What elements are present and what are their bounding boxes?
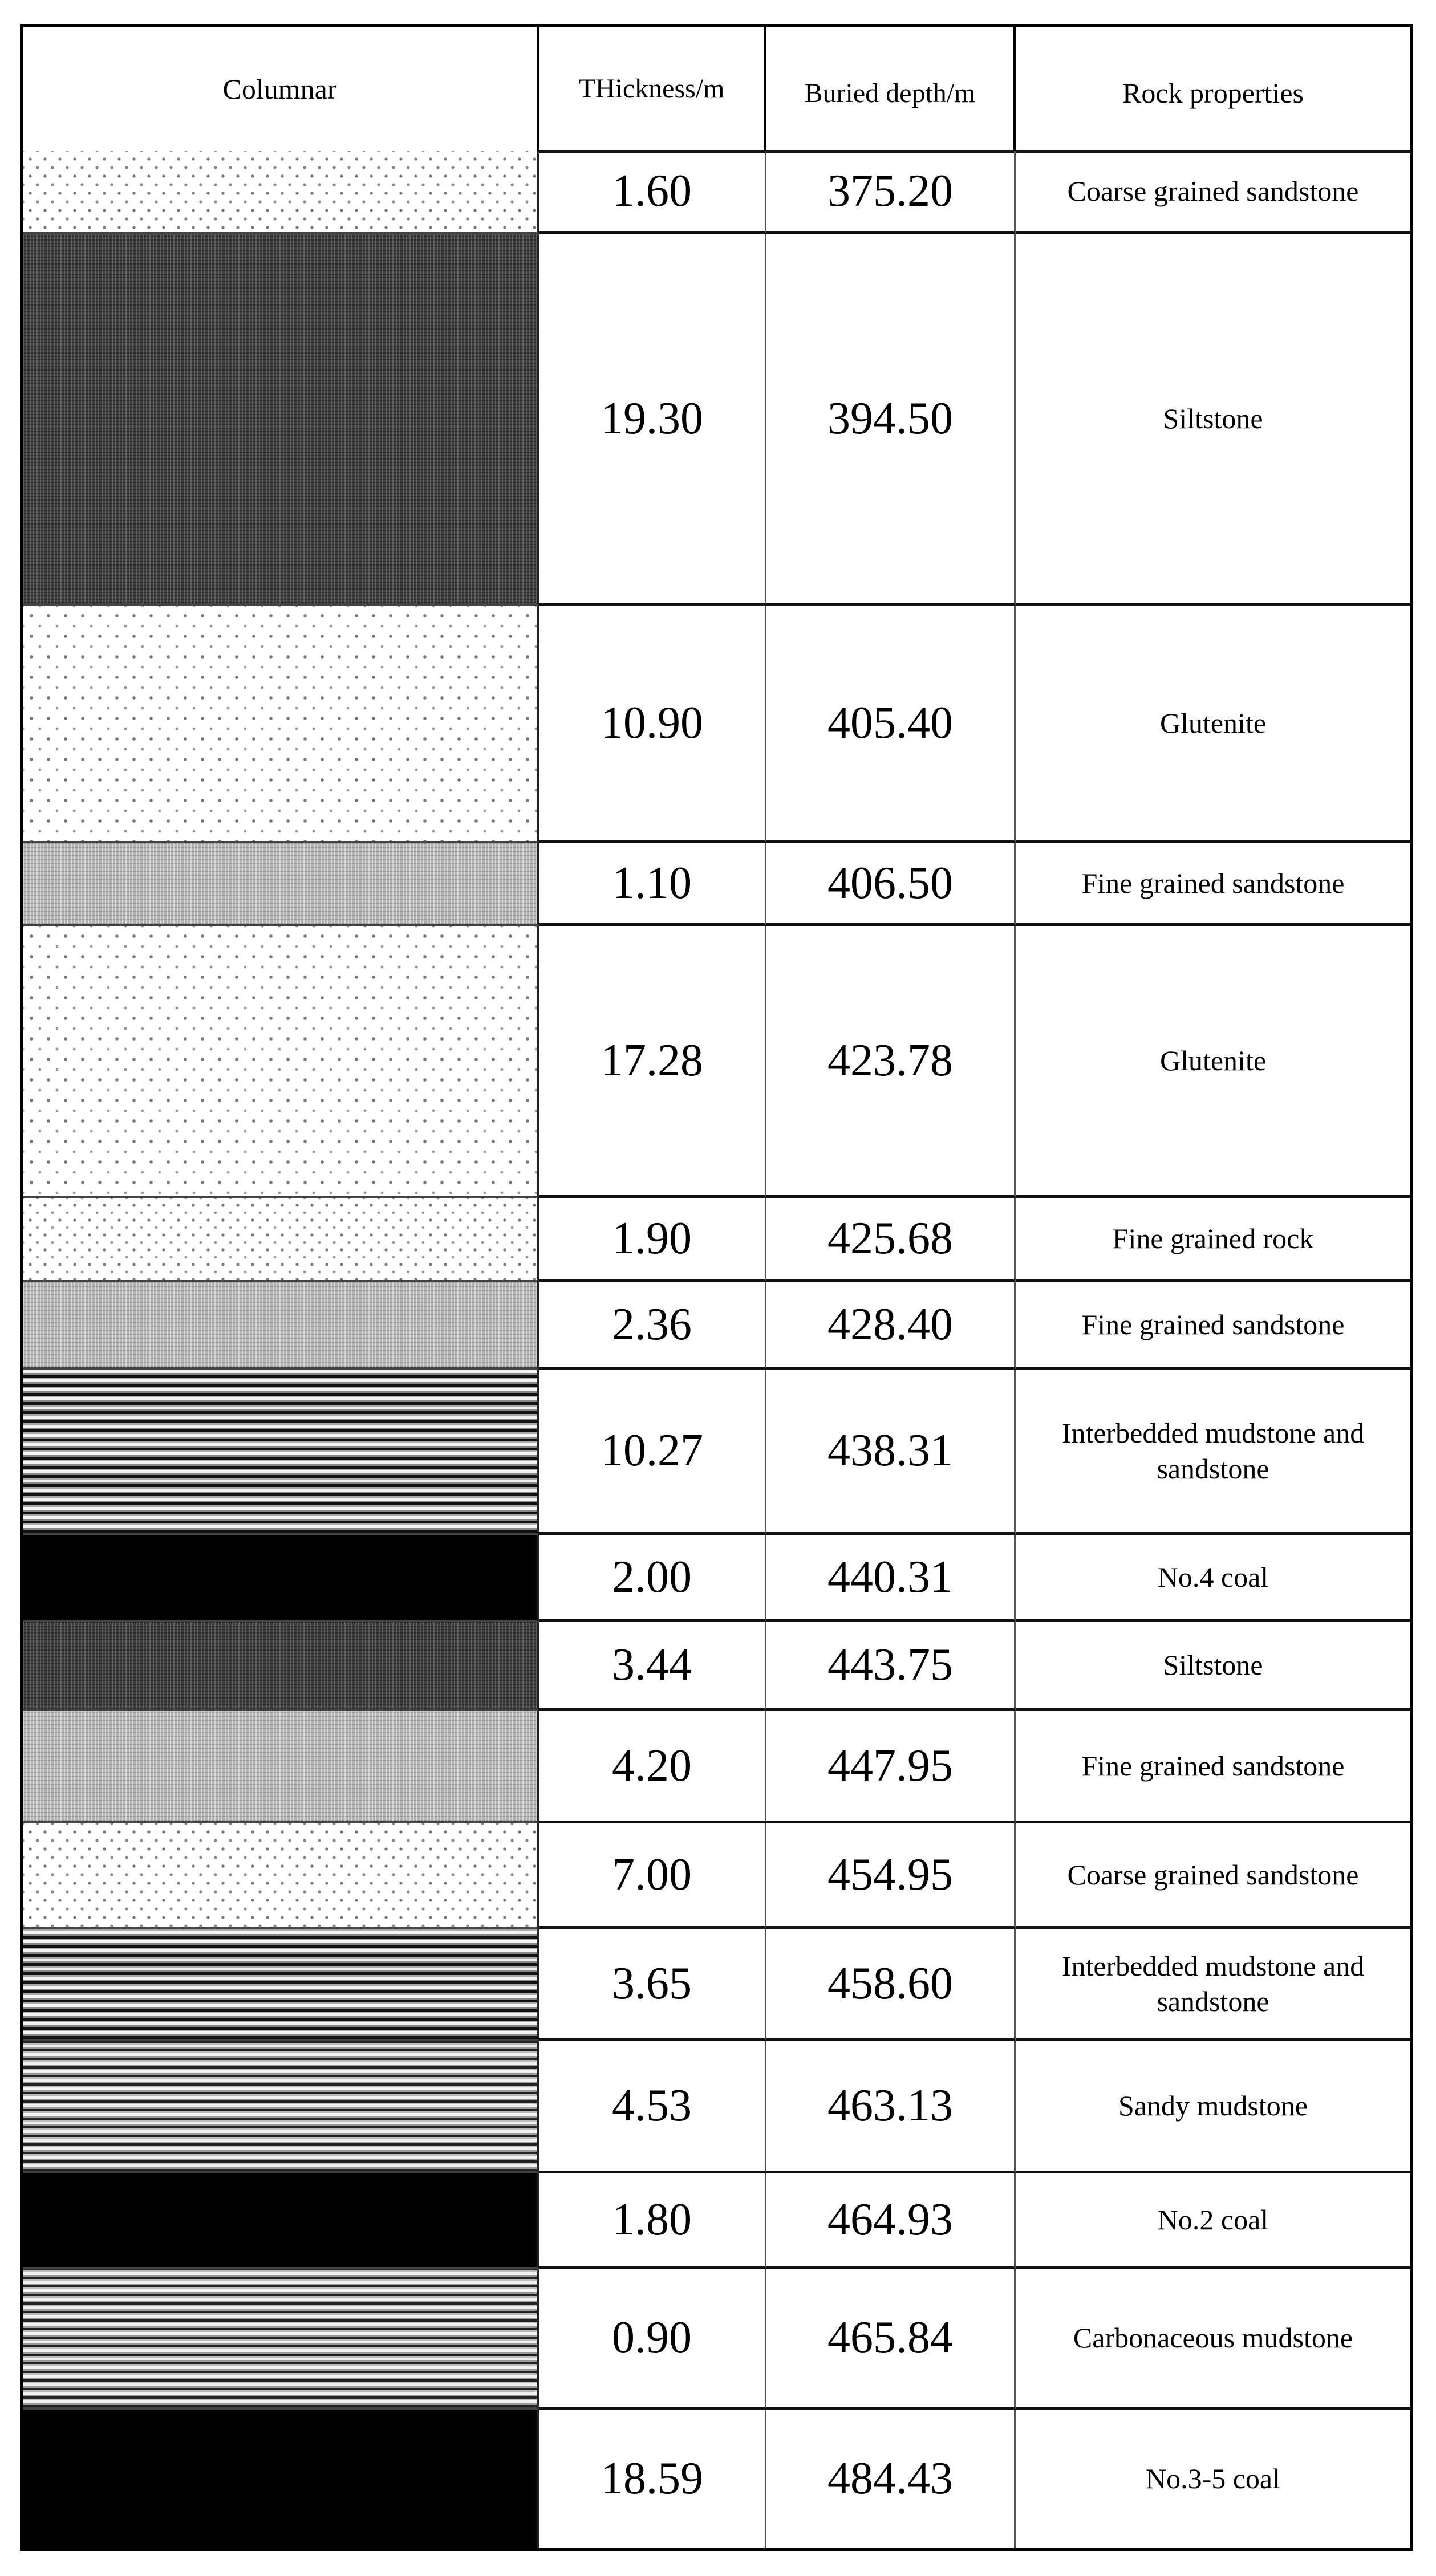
lithology-pattern-sandy-mudstone [23, 2041, 539, 2173]
rock-cell: No.4 coal [1016, 1535, 1410, 1622]
header-rock-properties-label: Rock properties [1122, 76, 1304, 109]
lithology-pattern-fine-sandstone [23, 1282, 539, 1370]
thickness-cell: 1.10 [539, 843, 766, 926]
rock-cell: Glutenite [1016, 606, 1410, 843]
rock-cell: Fine grained sandstone [1016, 1282, 1410, 1370]
header-columnar [23, 27, 539, 153]
thickness-cell: 10.90 [539, 606, 766, 843]
table-row [23, 2173, 1410, 2269]
depth-cell: 463.13 [766, 2041, 1016, 2173]
lithology-pattern-glutenite [23, 926, 539, 1198]
header-thickness-label: THickness/m [578, 73, 725, 104]
depth-cell: 443.75 [766, 1622, 1016, 1711]
depth-cell: 440.31 [766, 1535, 1016, 1622]
rock-cell: Sandy mudstone [1016, 2041, 1410, 2173]
rock-cell: Interbedded mudstone and sandstone [1016, 1370, 1410, 1535]
thickness-cell: 2.00 [539, 1535, 766, 1622]
rock-cell: No.2 coal [1016, 2173, 1410, 2269]
stratigraphic-column-table [20, 24, 1413, 2551]
lithology-pattern-interbedded-mudstone-sandstone [23, 1370, 539, 1535]
thickness-cell: 18.59 [539, 2410, 766, 2548]
depth-cell: 405.40 [766, 606, 1016, 843]
rock-cell: Coarse grained sandstone [1016, 151, 1410, 234]
table-row [23, 2041, 1410, 2173]
table-row [23, 1370, 1410, 1535]
rock-cell: Carbonaceous mudstone [1016, 2269, 1410, 2410]
depth-cell: 464.93 [766, 2173, 1016, 2269]
rock-cell: Coarse grained sandstone [1016, 1823, 1410, 1929]
thickness-cell: 2.36 [539, 1282, 766, 1370]
table-row [23, 1622, 1410, 1711]
thickness-cell: 10.27 [539, 1370, 766, 1535]
table-row [23, 1282, 1410, 1370]
header-buried-depth [766, 27, 1016, 153]
depth-cell: 423.78 [766, 926, 1016, 1198]
lithology-pattern-coal [23, 1535, 539, 1622]
lithology-pattern-coarse-sandstone [23, 151, 539, 234]
depth-cell: 454.95 [766, 1823, 1016, 1929]
depth-cell: 458.60 [766, 1929, 1016, 2041]
lithology-pattern-fine-sandstone [23, 1711, 539, 1823]
lithology-pattern-fine-rock [23, 1198, 539, 1282]
thickness-cell: 3.65 [539, 1929, 766, 2041]
depth-cell: 425.68 [766, 1198, 1016, 1282]
table-row [23, 2269, 1410, 2410]
rock-cell: Siltstone [1016, 234, 1410, 606]
lithology-pattern-coarse-sandstone [23, 1823, 539, 1929]
lithology-pattern-siltstone [23, 1622, 539, 1711]
thickness-cell: 3.44 [539, 1622, 766, 1711]
table-row [23, 151, 1410, 234]
depth-cell: 406.50 [766, 843, 1016, 926]
rock-cell: Fine grained sandstone [1016, 1711, 1410, 1823]
rock-cell: Fine grained sandstone [1016, 843, 1410, 926]
thickness-cell: 17.28 [539, 926, 766, 1198]
depth-cell: 484.43 [766, 2410, 1016, 2548]
thickness-cell: 1.60 [539, 151, 766, 234]
thickness-cell: 7.00 [539, 1823, 766, 1929]
header-thickness [539, 27, 766, 153]
header-buried-depth-label: Buried depth/m [804, 78, 976, 108]
table-row [23, 606, 1410, 843]
depth-cell: 447.95 [766, 1711, 1016, 1823]
thickness-cell: 19.30 [539, 234, 766, 606]
rock-cell: Siltstone [1016, 1622, 1410, 1711]
thickness-cell: 1.80 [539, 2173, 766, 2269]
lithology-pattern-glutenite [23, 606, 539, 843]
lithology-pattern-carbonaceous-mudstone [23, 2269, 539, 2410]
lithology-pattern-coal [23, 2173, 539, 2269]
rock-cell: Interbedded mudstone and sandstone [1016, 1929, 1410, 2041]
table-row [23, 1823, 1410, 1929]
rock-cell: Fine grained rock [1016, 1198, 1410, 1282]
lithology-pattern-interbedded-mudstone-sandstone [23, 1929, 539, 2041]
header-rock-properties [1016, 27, 1410, 153]
lithology-pattern-fine-sandstone [23, 843, 539, 926]
rock-cell: No.3-5 coal [1145, 2463, 1281, 2495]
table-row [23, 1929, 1410, 2041]
lithology-pattern-coal [23, 2410, 539, 2548]
thickness-cell: 0.90 [539, 2269, 766, 2410]
table-row [23, 843, 1410, 926]
thickness-cell: 4.20 [539, 1711, 766, 1823]
thickness-cell: 4.53 [539, 2041, 766, 2173]
rock-cell: Glutenite [1016, 926, 1410, 1198]
table-row [23, 926, 1410, 1198]
depth-cell: 465.84 [766, 2269, 1016, 2410]
table-row [23, 1198, 1410, 1282]
header-columnar-label: Columnar [222, 73, 337, 105]
table-row [23, 1711, 1410, 1823]
depth-cell: 375.20 [766, 151, 1016, 234]
depth-cell: 394.50 [766, 234, 1016, 606]
depth-cell: 438.31 [766, 1370, 1016, 1535]
table-row [23, 1535, 1410, 1622]
table-row [23, 2410, 1410, 2548]
lithology-pattern-siltstone [23, 234, 539, 606]
thickness-cell: 1.90 [539, 1198, 766, 1282]
depth-cell: 428.40 [766, 1282, 1016, 1370]
table-row [23, 234, 1410, 606]
